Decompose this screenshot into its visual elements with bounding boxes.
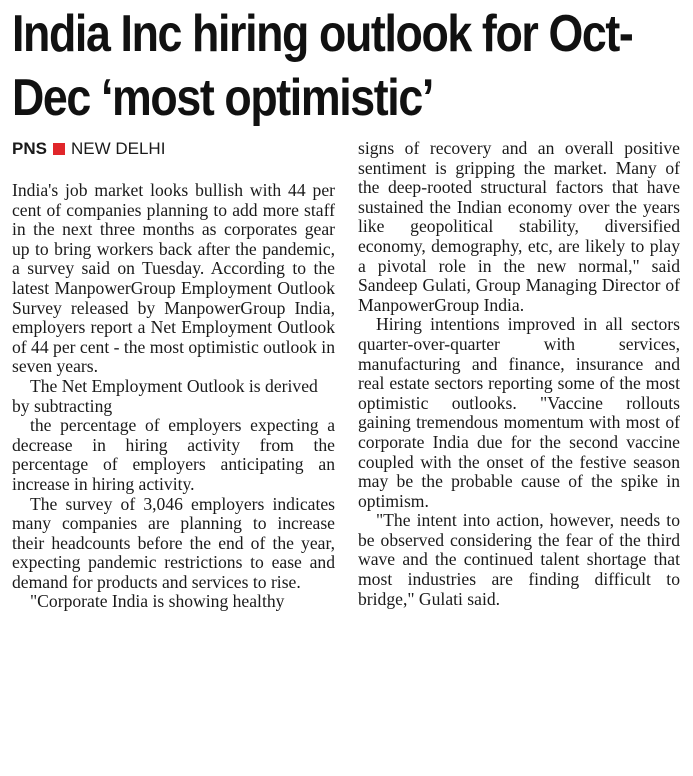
- byline: [12, 138, 165, 160]
- article-column-left: [12, 181, 335, 612]
- byline-location: NEW DELHI: [70, 139, 166, 158]
- paragraph: "Corporate India is showing healthy: [30, 591, 285, 612]
- headline: India Inc hiring outlook for Oct-Dec ‘most optimistic’: [12, 5, 633, 127]
- paragraph: the percentage of employers expecting a decrease in hiring activity from the percentage of employers anticipating an increase in hiring activity.: [12, 415, 335, 494]
- paragraph: "The intent into action, however, needs to be observed considering the fear of the third wave and the continued talent shortage that most industries are finding difficult to bridge," Gulati said.: [358, 510, 680, 609]
- paragraph: signs of recovery and an overall positive sentiment is gripping the market. Many of the deep-rooted structural factors that have sustained the Indian economy over the years like geopolitical stability, diversified economy, demography, etc, are likely to play a pivotal role in the new normal," said Sandeep Gulati, Group Managing Director of ManpowerGroup India.: [358, 138, 680, 315]
- paragraph: The survey of 3,046 employers indicates many companies are planning to increase their headcounts before the end of the year, expecting pandemic restrictions to ease and demand for products and services to rise.: [12, 493, 335, 592]
- red-square-icon: [53, 143, 65, 155]
- paragraph: The Net Employment Outlook is derived by subtracting: [12, 375, 318, 416]
- paragraph: India's job market looks bullish with 44 per cent of companies planning to add more staff in the next three months as corporates gear up to bring workers back after the pandemic, a survey said on Tuesday. According to the latest ManpowerGroup Employment Outlook Survey released by ManpowerGroup India, employers report a Net Employment Outlook of 44 per cent - the most optimistic outlook in seven years.: [12, 180, 335, 377]
- paragraph: Hiring intentions improved in all sectors quarter-over-quarter with services, manufacturing and finance, insurance and real estate sectors reporting some of the most optimistic outlooks. "Vaccine rollouts gaining tremendous momentum with most of corporate India due for the second vaccine coupled with the onset of the festive season may be the probable cause of the spike in optimism.: [358, 314, 680, 511]
- byline-agency: PNS: [12, 139, 47, 158]
- article-column-right: [358, 139, 680, 609]
